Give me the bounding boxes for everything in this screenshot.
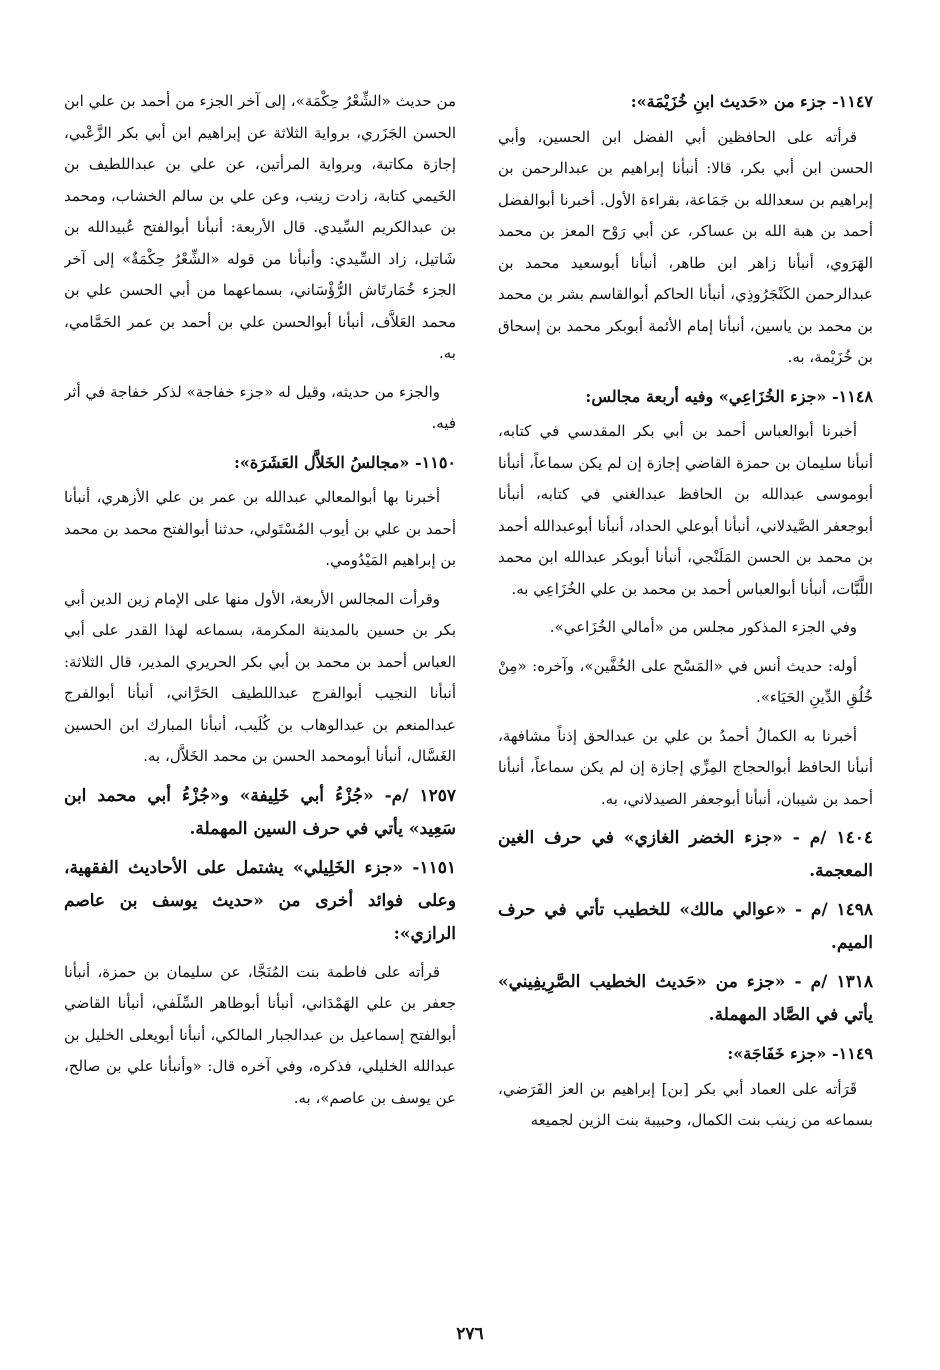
page-number: ٢٧٦ [456,1324,484,1344]
paragraph: أخبرنا بها أبوالمعالي عبدالله بن عمر بن علي الأزهري، أنبأنا أحمد بن علي بن أيوب المُسْتَولي، حدثنا أبوالفتح محمد بن محمد بن إبراهيم المَيْدُومي. [64,488,456,569]
paragraph: أوله: حديث أنس في «المَسْح على الخُفَّين»، وآخره: «مِنْ خُلُقِ الدِّينِ الحَيَاء». [498,656,873,706]
entry-heading: ١١٤٧- جزء من «حَديث ابنِ خُزَيْمَة»: [630,92,873,111]
paragraph: أخبرنا به الكمالُ أحمدُ بن علي بن عبدالحق إذناً مشافهة، أنبأنا الحافظ أبوالحجاج المِزِّي إجازة إن لم يكن سماعاً، أنبأنا أحمد بن شيبان، أنبأنا أبوجعفر الصيدلاني، به. [498,726,873,808]
entry-heading: ١١٤٨- «جزء الخُزَاعِي» وفيه أربعة مجالس: [585,386,873,406]
paragraph: والجزء من حديثه، وقيل له «جزء خفاجة» لذكر خفاجة في أثر فيه. [64,382,456,432]
paragraph: أخبرنا أبوالعباس أحمد بن أبي بكر المقدسي في كتابه، أنبأنا سليمان بن حمزة القاضي إجازة إن لم يكن سماعاً، أنبأنا أبوموسى عبدالله بن الحافظ عبدالغني في كتابه، أنبأنا أبوجعفر الصَّيدلاني، أنبأنا أبوعلي الحداد، أنبأنا أبوعبدالله أحمد بن محمد بن الحسن المَلَنْجي، أنبأنا أبوبكر عبدالله ابن محمد اللَّبَّات، أنبأنا أبوالعباس أحمد بن محمد بن علي الخُزَاعِي به. [498,422,873,598]
paragraph: قرأته على الحافظين أبي الفضل ابن الحسين، وأبي الحسن ابن أبي بكر، قالا: أنبأنا إبراهيم بن عبدالرحمن بن إبراهيم بن سعدالله بن جَمَاعة، بقراءة الأول. أخبرنا أبوالفضل أحمد بن هبة الله بن عساكر، عن أبي رَوْح المعز بن محمد الهَرَوي، أنبأنا زاهر ابن طاهر، أنبأنا أبوسعيد محمد بن عبدالرحمن الكَنْجَرُوذِي، أنبأنا الحاكم أبوالقاسم بشر بن محمد بن محمد بن ياسين، أنبأنا إمام الأئمة أبوبكر محمد بن إسحاق بن خُزَيْمة، به. [498,127,873,366]
paragraph: قرأته على فاطمة بنت المُنَجَّا، عن سليمان بن حمزة، أنبأنا جعفر بن علي الهَمْدَاني، أنبأنا أبوطاهر السِّلَفي، أنبأنا القاضي أبوالفتح إسماعيل بن عبدالجبار المالكي، أنبأنا أبويعلى الخليل بن عبدالله الخليلي، فذكره، وفي آخره قال: «وأنبأنا علي بن صالح، عن يوسف بن عاصم»، به. [64,962,456,1107]
right-column [498,86,873,1346]
paragraph: وقرأت المجالس الأربعة، الأول منها على الإمام زين الدين أبي بكر بن حسين بالمدينة المكرمة، بسماعه لهذا القدر على أبي العباس أحمد بن محمد بن أبي بكر الحريري المدير، قال الثلاثة: أنبأنا النجيب أبوالفرج عبداللطيف الحَرَّاني، أنبأنا أبوالفرج عبدالمنعم بن عبدالوهاب بن كُلَيب، أنبأنا المبارك ابن الحسين الغَسَّال، أنبأنا أبومحمد الحسن بن محمد الخَلاَّل، به. [64,589,456,765]
left-column [64,86,456,1346]
entry-heading: ١١٥١- «جزء الخَلِيلي» يشتمل على الأحاديث الفقهية، وعلى فوائد أخرى من «حديث يوسف بن عاصم الرازي»: [64,857,456,944]
paragraph: قَرَأته على العماد أبي بكر [بن] إبراهيم بن العز الفَرَضي، بسماعه من زينب بنت الكمال، وحبيبة بنت الزين لجميعه [498,1079,873,1129]
entry-heading: ١٤٠٤ /م - «جزء الخضر الغازي» في حرف الغين المعجمة. [498,828,873,881]
paragraph: وفي الجزء المذكور مجلس من «أمالي الخُزَاعي». [549,618,857,636]
entry-heading: ١٤٩٨ /م - «عوالي مالك» للخطيب تأتي في حرف الميم. [498,900,873,953]
entry-heading: ١١٥٠- «مجالسُ الخَلاَّل العَشَرَة»: [233,452,456,472]
paragraph: من حديث «الشِّعْرُ حِكْمَة»، إلى آخر الجزء من أحمد بن علي ابن الحسن الجَزَري، برواية الثلاثة عن إبراهيم ابن أبي بكر الزَّعْبي، إجازة مكاتبة، وبرواية المرأتين، عن علي بن عبداللطيف بن الخَيمي كتابة، زادت زينب، وعن علي بن سالم الخشاب، ومحمد بن عبدالكريم السِّيدي. قال الأربعة: أنبأنا أبوالفتح عُبيدالله بن شَاتيل، زاد السِّيدي: وأنبأنا من قوله «الشِّعْرُ حِكْمَةٌ» إلى آخر الجزء خُمَارتَاش الرُّؤْسَاني، بسماعهما من أبي الحسن علي بن محمد العَلاَّف، أنبأنا أبوالحسن علي بن أحمد بن عمر الحَمَّامي، به. [64,92,456,362]
entry-heading: ١٣١٨ /م - «جزء من «حَديث الخطيب الصَّرِيفِيني» يأتي في الصَّاد المهملة. [498,972,873,1025]
entry-heading: ١١٤٩- «جزء خَفَاجَة»: [727,1044,873,1063]
entry-heading: ١٢٥٧ /م- «جُزْءُ أبي خَلِيفة» و«جُزْءُ أبي محمد ابن سَعِيد» يأتي في حرف السين المهملة. [64,785,456,839]
